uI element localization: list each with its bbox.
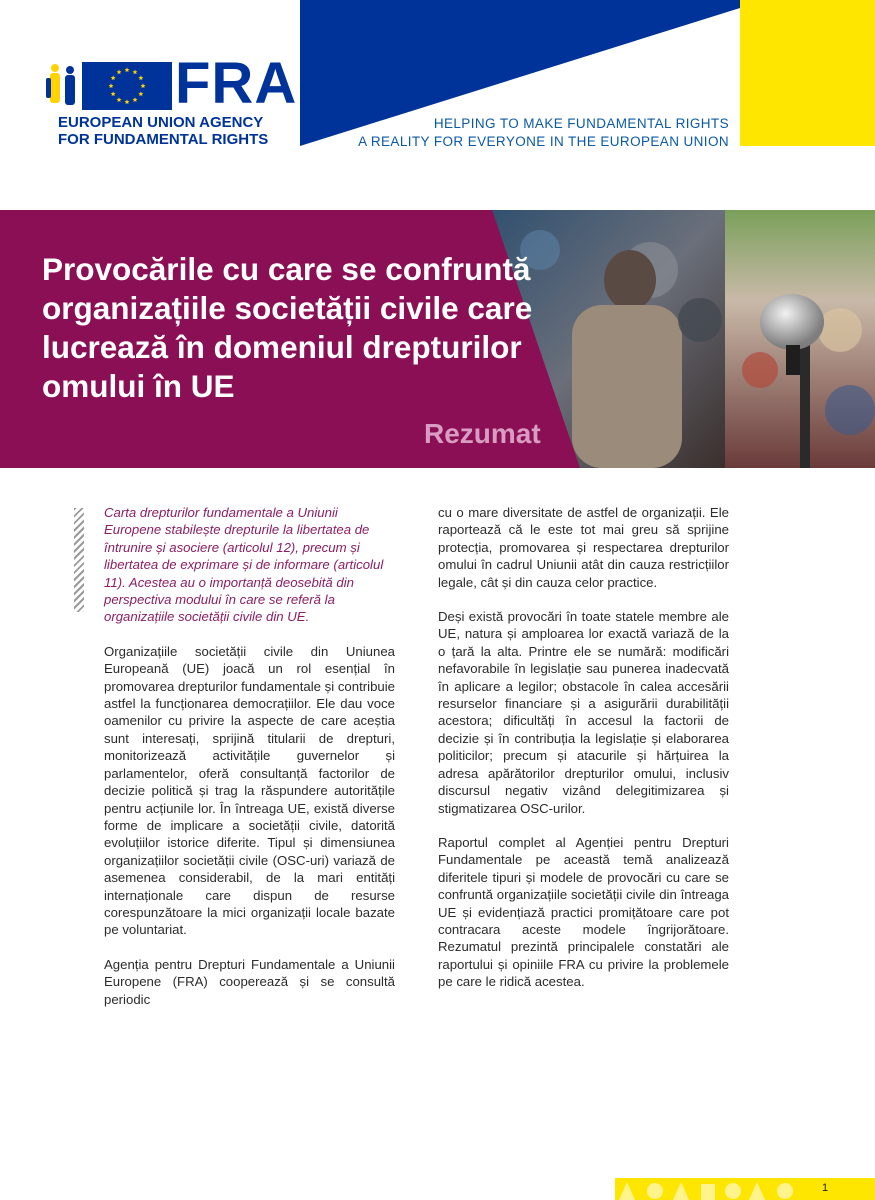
people-figures-icon: [44, 62, 82, 110]
tagline-line1: HELPING TO MAKE FUNDAMENTAL RIGHTS: [433, 116, 729, 131]
logo-agency-line1: EUROPEAN UNION AGENCY: [58, 114, 264, 131]
left-paragraph-1: Organizațiile societății civile din Uniunea Europeană (UE) joacă un rol esențial în promovarea drepturilor fundamentale și contribuie astfel la funcționarea democrațiilor. Ele dau voce oamenilor cu privire la aspecte de care aceștia sunt interesați, sprijină titularii de drepturi, monitorizează activitățile guvernelor și parlamentelor, oferă consultanță factorilor de decizie politică și trag la răspundere autoritățile pentru acțiunile lor. În întreaga UE, există diverse forme de implicare a societății civile, datorită evoluțiilor istorice diferite. Tipul și dimensiunea organizațiilor societății civile (OSC-uri) variază de asemenea considerabil, de la mari entități internaționale care dispun de resurse corespunzătoare la mici organizații locale bazate pe voluntariat.: [104, 643, 396, 938]
title-banner: [0, 210, 875, 468]
header-yellow-block: [740, 0, 875, 146]
intro-hatch-decoration: [74, 508, 84, 612]
intro-paragraph: Carta drepturilor fundamentale a Uniunii Europene stabilește drepturile la libertatea de întrunire și asociere (articolul 12), precum și libertatea de exprimare și de informare (articolul 11). Acestea au o importanță deosebită din perspectiva modului în care se referă la organizațiile societății civile din UE.: [104, 505, 384, 625]
eu-stars-icon: [82, 62, 172, 110]
right-paragraph-1: cu o mare diversitate de astfel de organizații. Ele raportează că le este tot mai greu să sprijine protecția, promovarea și respectarea drepturilor omului în cadrul Uniunii atât din cauza restricțiilor legale, cât și din cauza celor practice.: [438, 505, 729, 590]
fra-logo: [44, 51, 298, 150]
tagline: [358, 115, 729, 151]
right-column: [438, 504, 729, 1008]
page-number: 1: [822, 1182, 829, 1194]
tagline-line2: A REALITY FOR EVERYONE IN THE EUROPEAN UNION: [358, 134, 729, 149]
footer-yellow-strip: [615, 1178, 875, 1200]
left-paragraph-2: Agenția pentru Drepturi Fundamentale a Uniunii Europene (FRA) cooperează și se consultă periodic: [104, 956, 395, 1007]
logo-agency-line2: FOR FUNDAMENTAL RIGHTS: [58, 131, 269, 148]
document-title: Provocările cu care se confruntă organizațiile societății civile care lucrează în domeniul drepturilor omului în UE: [42, 251, 533, 404]
document-subtitle: Rezumat: [424, 418, 541, 449]
logo-acronym: FRA: [175, 51, 298, 116]
left-column: [104, 504, 395, 1025]
right-paragraph-2: Deși există provocări în toate statele membre ale UE, natura și amploarea lor exactă variază de la o țară la alta. Printre ele se numără: modificări nefavorabile în legislație sau punerea inadecvată în aplicare a legilor; obstacole în calea accesării resurselor financiare și a asigurării durabilității acestora; dificultăți în accesul la factorii de decizie și în contribuția la legislație și elaborarea politicilor; precum și atacurile și hărțuirea la adresa apărătorilor drepturilor omului, inclusiv discursul negativ vizând delegitimizarea și stigmatizarea OSC-urilor.: [438, 609, 729, 816]
right-paragraph-3: Raportul complet al Agenției pentru Drepturi Fundamentale pe această temă analizează diferitele tipuri și modele de provocări cu care se confruntă organizațiile societății civile din întreaga UE și evidențiază practici promițătoare care pot contracara aceste modele îngrijorătoare. Rezumatul prezintă principalele constatări ale raportului și opiniile FRA cu privire la problemele pe care le ridică acestea.: [438, 834, 729, 990]
